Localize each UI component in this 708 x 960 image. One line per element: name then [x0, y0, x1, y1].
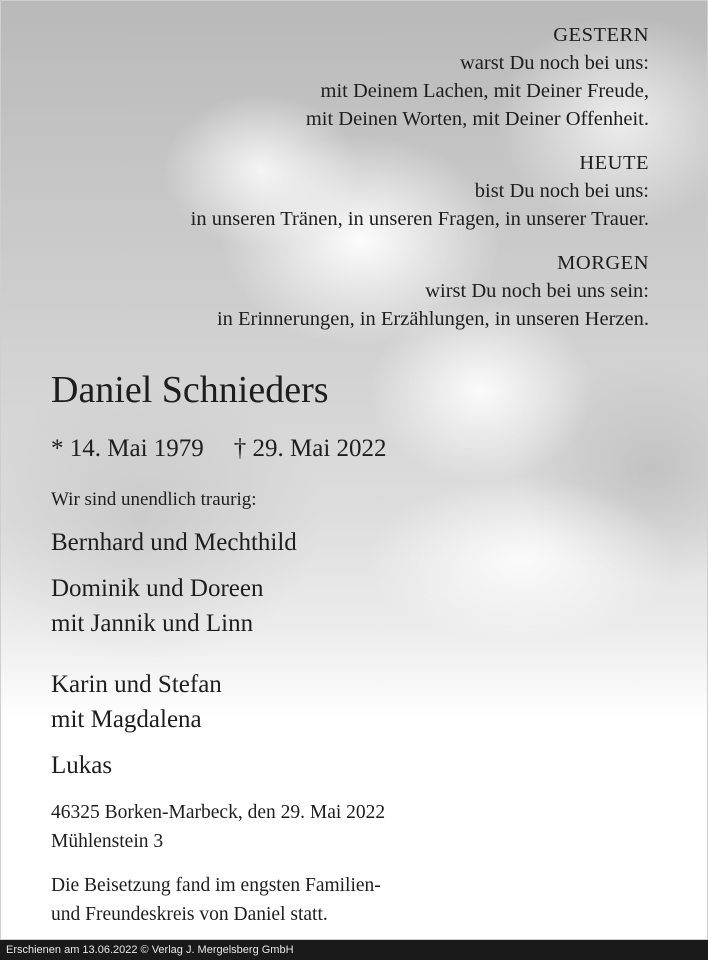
mourner-group — [51, 525, 297, 560]
mourner-line: Dominik und Doreen — [51, 575, 264, 602]
burial-note — [51, 871, 381, 929]
address — [51, 798, 385, 856]
poem-line: bist Du noch bei uns: — [474, 180, 649, 202]
burial-note-line: Die Beisetzung fand im engsten Familien- — [51, 875, 381, 896]
birth-date: * 14. Mai 1979 — [51, 435, 204, 462]
poem-line: in unseren Tränen, in unseren Fragen, in unserer Trauer. — [190, 208, 649, 230]
poem-line: in Erinnerungen, in Erzählungen, in unseren Herzen. — [216, 308, 649, 330]
mourner-group — [51, 748, 112, 783]
poem-line: mit Deinem Lachen, mit Deiner Freude, — [320, 80, 649, 102]
poem-stanza-tomorrow — [49, 249, 649, 333]
life-dates — [51, 432, 387, 466]
mourner-line: Lukas — [51, 752, 113, 779]
mourner-line: mit Jannik und Linn — [51, 610, 254, 637]
mourner-line: Bernhard und Mechthild — [51, 529, 297, 556]
address-line: Mühlenstein 3 — [51, 831, 164, 852]
poem-stanza-yesterday — [49, 21, 649, 133]
mourners-intro: Wir sind unendlich traurig: — [51, 489, 257, 510]
mourner-line: mit Magdalena — [51, 706, 202, 733]
burial-note-line: und Freundeskreis von Daniel statt. — [51, 904, 328, 925]
poem — [49, 21, 649, 349]
address-line: 46325 Borken-Marbeck, den 29. Mai 2022 — [51, 802, 386, 823]
poem-stanza-today — [49, 149, 649, 233]
poem-line: mit Deinen Worten, mit Deiner Offenheit. — [305, 108, 649, 130]
mourner-line: Karin und Stefan — [51, 671, 222, 698]
poem-line: warst Du noch bei uns: — [459, 52, 649, 74]
publication-footer: Erschienen am 13.06.2022 © Verlag J. Mergelsberg GmbH — [0, 940, 708, 960]
mourner-group — [51, 667, 222, 737]
death-date: † 29. Mai 2022 — [233, 435, 387, 462]
poem-heading: GESTERN — [553, 24, 649, 46]
poem-heading: MORGEN — [557, 252, 649, 274]
deceased-name: Daniel Schnieders — [51, 369, 329, 411]
mourner-group — [51, 571, 263, 641]
poem-heading: HEUTE — [579, 152, 649, 174]
poem-line: wirst Du noch bei uns sein: — [425, 280, 649, 302]
